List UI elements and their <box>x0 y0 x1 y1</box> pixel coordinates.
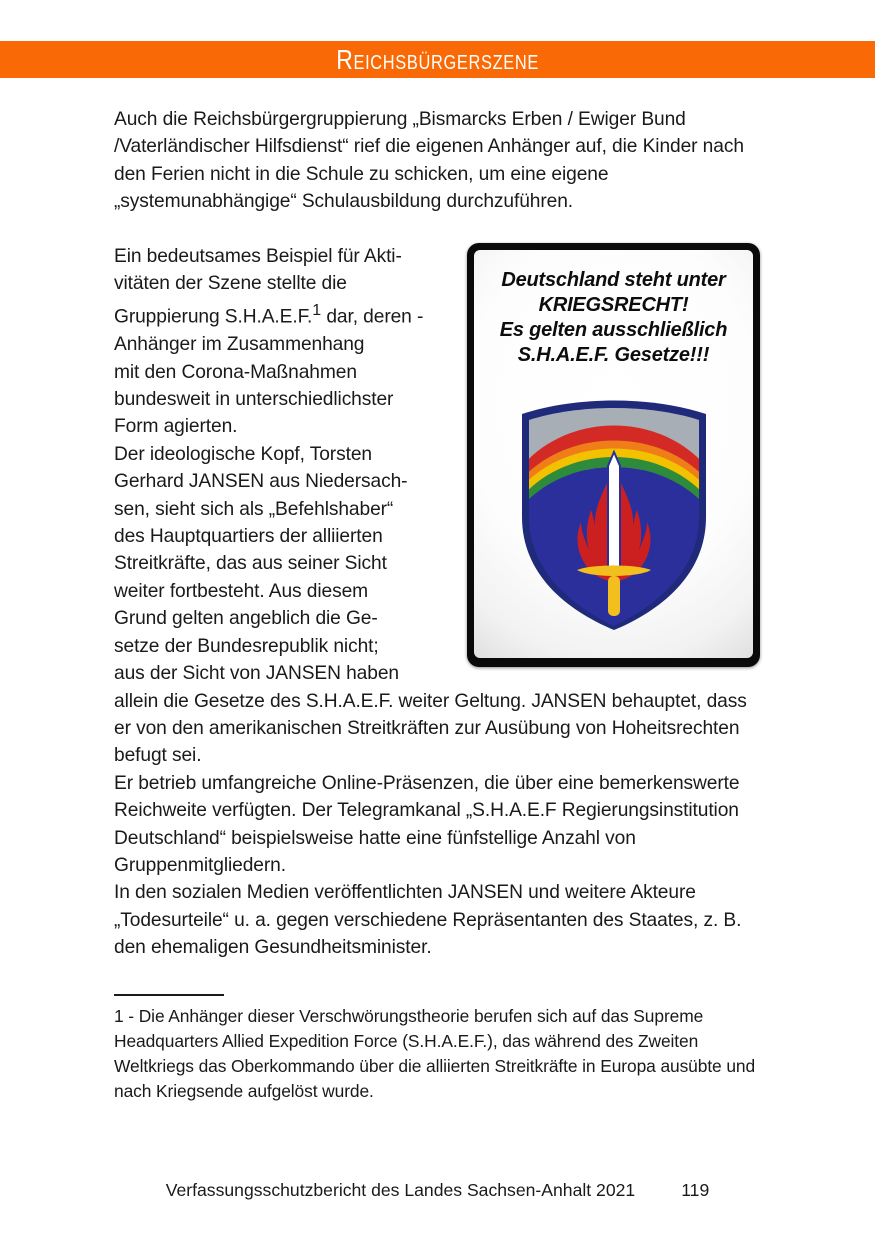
photo-inner <box>474 250 753 658</box>
paragraph-2-line-3b: dar, deren - <box>321 306 424 328</box>
paragraph-3-line-6: weiter fortbesteht. Aus diesem <box>114 580 369 602</box>
page-header-title: Reichsbürgerszene <box>336 43 539 75</box>
shaef-figure <box>467 243 760 667</box>
paragraph-3-line-4: des Hauptquartiers der alliierten <box>114 526 383 548</box>
paragraph-3-line-9: aus der Sicht von JANSEN haben <box>114 663 399 685</box>
shaef-shield-icon <box>519 398 709 630</box>
paragraph-3-continued: allein die Gesetze des S.H.A.E.F. weiter Geltung. JANSEN behauptet, dass er von den amerikanischen Streitkräften zur Ausübung von Hoheitsrechten befugt sei. <box>114 690 747 767</box>
poster-line-4: S.H.A.E.F. Gesetze!!! <box>517 343 710 366</box>
footer-page-number: 119 <box>681 1180 710 1200</box>
paragraph-3-line-2: Gerhard JANSEN aus Niedersach- <box>114 471 408 493</box>
poster-text <box>474 268 753 368</box>
footnote-block <box>114 962 760 1104</box>
page-footer <box>0 1180 875 1201</box>
paragraph-2-line-5: mit den Corona-Maßnahmen <box>114 361 357 383</box>
paragraph-spacer <box>114 216 760 243</box>
poster-line-1: Deutschland steht unter <box>501 268 726 291</box>
paragraph-3-line-3: sen, sieht sich als „Befehlshaber“ <box>114 498 394 520</box>
poster-line-3: Es gelten ausschließlich <box>499 318 728 341</box>
paragraph-2-line-2: vitäten der Szene stellte die <box>114 273 347 295</box>
paragraph-1: Auch die Reichsbürgergruppierung „Bismarcks Erben / Ewiger Bund /Vaterländischer Hilfsdienst“ rief die eigenen Anhänger auf, die Kinder nach den Ferien nicht in die Schule zu schicken, um eine eigene „systemunabhängige“ Schulausbildung durchzuführen. <box>114 109 744 213</box>
paragraph-3-line-5: Streitkräfte, das aus seiner Sicht <box>114 553 387 575</box>
page-header-banner <box>0 41 875 78</box>
paragraph-2-line-3a: Gruppierung S.H.A.E.F. <box>114 306 313 328</box>
footnote-text: 1 - Die Anhänger dieser Verschwörungstheorie berufen sich auf das Supreme Headquarters Allied Expedition Force (S.H.A.E.F.), das während des Zweiten Weltkriegs das Oberkommando über die alliierten Streitkräfte in Europa ausübte und nach Kriegsende aufgelöst wurde. <box>114 1005 756 1101</box>
footnote-marker: 1 <box>312 302 322 320</box>
paragraph-3-line-8: setze der Bundesrepublik nicht; <box>114 635 379 657</box>
paragraph-5: In den sozialen Medien veröffentlichten JANSEN und weitere Akteure „Todesurteile“ u. a. gegen verschiedene Repräsentanten des Staates, z. B. den ehemaligen Gesundheitsminister. <box>114 882 742 959</box>
paragraph-2-line-7: Form agierten. <box>114 416 238 438</box>
paragraph-2-line-4: Anhänger im Zusammenhang <box>114 334 365 356</box>
paragraph-3-line-1: Der ideologische Kopf, Torsten <box>114 443 372 465</box>
poster-line-2: KRIEGSRECHT! <box>538 293 689 316</box>
paragraph-4: Er betrieb umfangreiche Online-Präsenzen, die über eine bemerkenswerte Reichweite verfügten. Der Telegramkanal „S.H.A.E.F Regierungsinstitution Deutschland“ beispielsweise hatte eine fünfstellige Anzahl von Gruppenmitgliedern. <box>114 772 740 876</box>
paragraph-2-line-1: Ein bedeutsames Beispiel für Akti- <box>114 245 402 267</box>
page-content <box>114 106 760 1104</box>
photo-frame <box>467 243 760 667</box>
footer-document-title: Verfassungsschutzbericht des Landes Sachsen-Anhalt 2021 <box>165 1180 636 1200</box>
paragraph-2-line-6: bundesweit in unterschiedlichster <box>114 389 394 411</box>
paragraph-3-line-7: Grund gelten angeblich die Ge- <box>114 608 378 630</box>
footnote-separator-rule <box>114 994 224 996</box>
